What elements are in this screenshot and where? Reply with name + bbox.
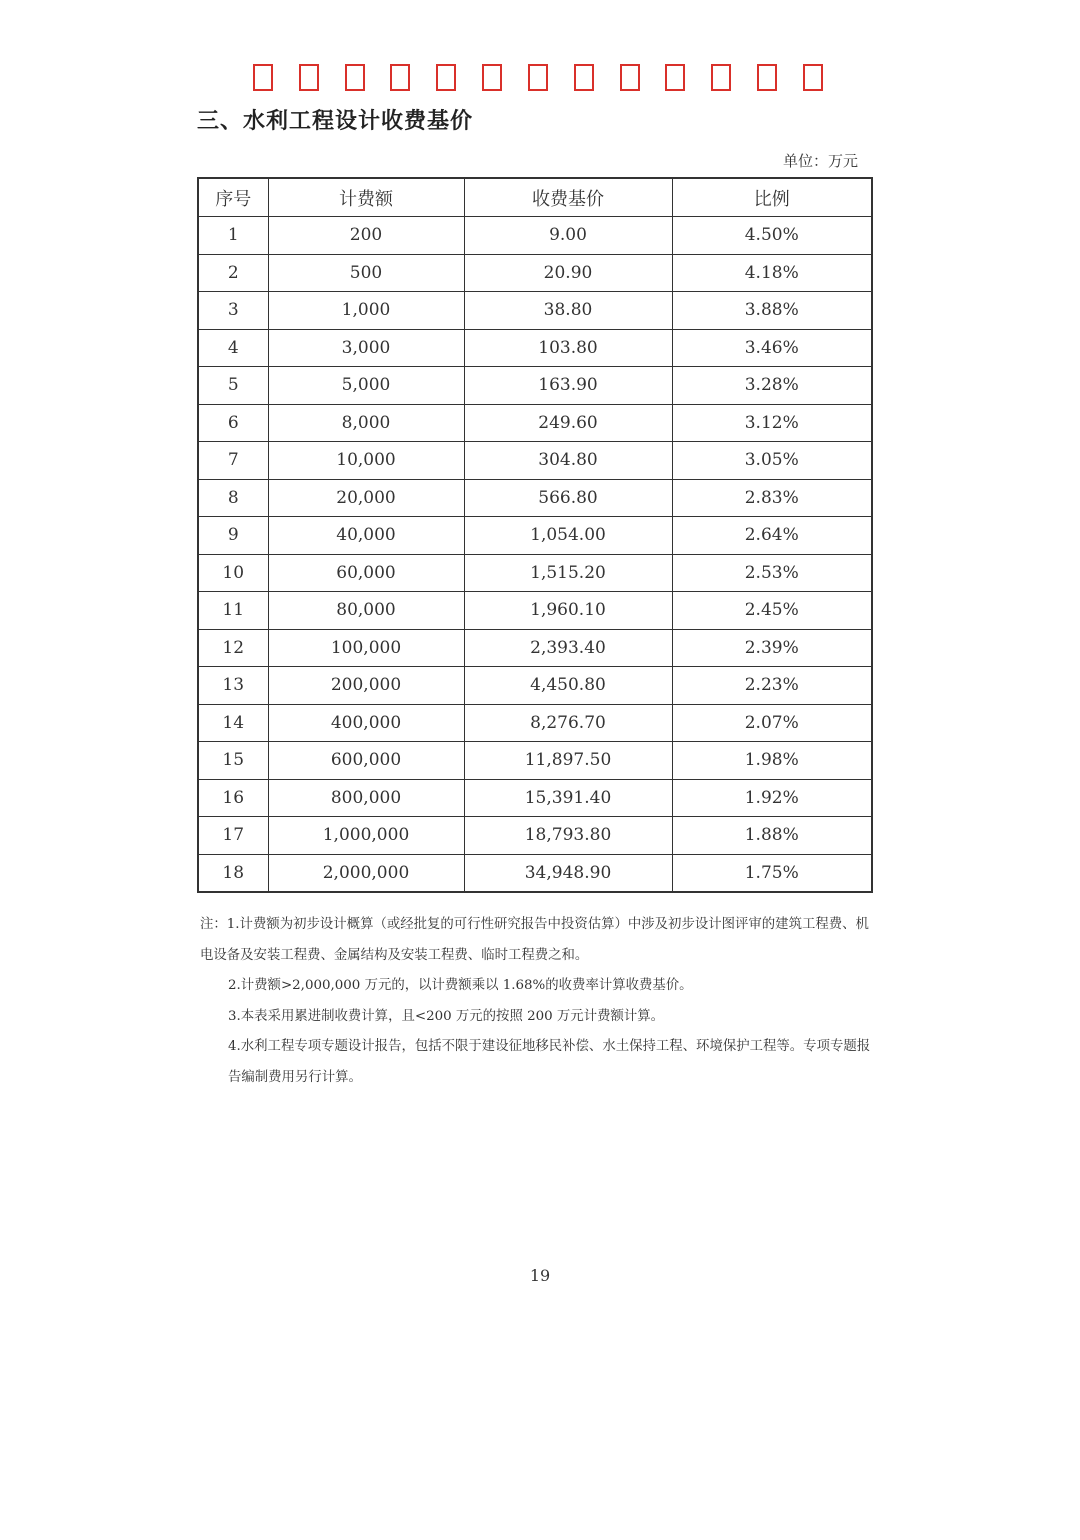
header-seq: 序号 <box>198 178 268 217</box>
cell-base-price: 566.80 <box>464 479 672 517</box>
cell-seq: 10 <box>198 554 268 592</box>
cell-ratio: 2.53% <box>672 554 872 592</box>
cell-base-price: 20.90 <box>464 254 672 292</box>
cell-ratio: 1.92% <box>672 779 872 817</box>
cell-seq: 8 <box>198 479 268 517</box>
note-1: 注：1.计费额为初步设计概算（或经批复的可行性研究报告中投资估算）中涉及初步设计图评审的建筑工程费、机电设备及安装工程费、金属结构及安装工程费、临时工程费之和。 <box>200 917 869 963</box>
cell-base-price: 249.60 <box>464 404 672 442</box>
cell-seq: 3 <box>198 292 268 330</box>
cell-seq: 6 <box>198 404 268 442</box>
cell-seq: 4 <box>198 329 268 367</box>
cell-ratio: 1.98% <box>672 742 872 780</box>
table-row <box>198 479 872 517</box>
cell-ratio: 3.28% <box>672 367 872 405</box>
cell-seq: 17 <box>198 817 268 855</box>
cell-ratio: 3.05% <box>672 442 872 480</box>
cell-fee-amount: 400,000 <box>268 704 464 742</box>
page-number: 19 <box>529 1266 551 1285</box>
table-row <box>198 442 872 480</box>
cell-base-price: 163.90 <box>464 367 672 405</box>
cell-base-price: 34,948.90 <box>464 854 672 892</box>
cell-fee-amount: 500 <box>268 254 464 292</box>
table-row <box>198 254 872 292</box>
table-row <box>198 742 872 780</box>
cell-base-price: 11,897.50 <box>464 742 672 780</box>
table-row <box>198 629 872 667</box>
cell-base-price: 1,515.20 <box>464 554 672 592</box>
cell-fee-amount: 40,000 <box>268 517 464 555</box>
cell-seq: 2 <box>198 254 268 292</box>
unit-label: 单位：万元 <box>782 152 858 170</box>
red-box <box>345 64 365 91</box>
table-body <box>198 217 872 893</box>
cell-ratio: 2.45% <box>672 592 872 630</box>
cell-base-price: 2,393.40 <box>464 629 672 667</box>
cell-fee-amount: 3,000 <box>268 329 464 367</box>
red-box <box>757 64 777 91</box>
cell-base-price: 4,450.80 <box>464 667 672 705</box>
cell-ratio: 2.64% <box>672 517 872 555</box>
header-fee-amount: 计费额 <box>268 178 464 217</box>
cell-seq: 14 <box>198 704 268 742</box>
cell-fee-amount: 1,000,000 <box>268 817 464 855</box>
cell-seq: 9 <box>198 517 268 555</box>
cell-base-price: 18,793.80 <box>464 817 672 855</box>
red-box <box>711 64 731 91</box>
cell-fee-amount: 60,000 <box>268 554 464 592</box>
table-row <box>198 592 872 630</box>
notes <box>200 910 880 1093</box>
cell-ratio: 1.88% <box>672 817 872 855</box>
table-row <box>198 817 872 855</box>
cell-base-price: 9.00 <box>464 217 672 255</box>
cell-seq: 5 <box>198 367 268 405</box>
cell-base-price: 8,276.70 <box>464 704 672 742</box>
cell-seq: 18 <box>198 854 268 892</box>
cell-fee-amount: 100,000 <box>268 629 464 667</box>
cell-fee-amount: 200 <box>268 217 464 255</box>
cell-fee-amount: 600,000 <box>268 742 464 780</box>
table-row <box>198 329 872 367</box>
note-3: 3.本表采用累进制收费计算，且<200 万元的按照 200 万元计费额计算。 <box>228 1008 665 1024</box>
table-row <box>198 292 872 330</box>
cell-base-price: 15,391.40 <box>464 779 672 817</box>
cell-ratio: 3.12% <box>672 404 872 442</box>
cell-fee-amount: 1,000 <box>268 292 464 330</box>
note-4: 4.水利工程专项专题设计报告，包括不限于建设征地移民补偿、水土保持工程、环境保护工程等。专项专题报告编制费用另行计算。 <box>228 1039 871 1085</box>
cell-fee-amount: 200,000 <box>268 667 464 705</box>
cell-fee-amount: 2,000,000 <box>268 854 464 892</box>
cell-base-price: 1,054.00 <box>464 517 672 555</box>
cell-base-price: 1,960.10 <box>464 592 672 630</box>
header-base-price: 收费基价 <box>464 178 672 217</box>
table-row <box>198 667 872 705</box>
table-header-row <box>198 178 872 217</box>
cell-fee-amount: 80,000 <box>268 592 464 630</box>
cell-ratio: 4.18% <box>672 254 872 292</box>
table-row <box>198 404 872 442</box>
red-box <box>665 64 685 91</box>
red-box <box>436 64 456 91</box>
cell-fee-amount: 800,000 <box>268 779 464 817</box>
section-heading: 三、水利工程设计收费基价 <box>197 109 474 134</box>
cell-seq: 1 <box>198 217 268 255</box>
cell-seq: 7 <box>198 442 268 480</box>
cell-seq: 11 <box>198 592 268 630</box>
table-row <box>198 704 872 742</box>
cell-base-price: 304.80 <box>464 442 672 480</box>
red-box <box>620 64 640 91</box>
red-box <box>299 64 319 91</box>
red-box <box>390 64 410 91</box>
cell-base-price: 38.80 <box>464 292 672 330</box>
note-2: 2.计费额>2,000,000 万元的，以计费额乘以 1.68%的收费率计算收费基价。 <box>228 978 693 993</box>
cell-seq: 13 <box>198 667 268 705</box>
table-row <box>198 367 872 405</box>
cell-ratio: 2.07% <box>672 704 872 742</box>
red-box <box>574 64 594 91</box>
cell-seq: 15 <box>198 742 268 780</box>
table-row <box>198 854 872 892</box>
cell-ratio: 2.23% <box>672 667 872 705</box>
cell-fee-amount: 8,000 <box>268 404 464 442</box>
table-row <box>198 779 872 817</box>
table-row <box>198 517 872 555</box>
cell-fee-amount: 20,000 <box>268 479 464 517</box>
fee-table <box>197 177 873 893</box>
cell-base-price: 103.80 <box>464 329 672 367</box>
table-row <box>198 554 872 592</box>
cell-ratio: 2.39% <box>672 629 872 667</box>
red-box <box>482 64 502 91</box>
cell-fee-amount: 10,000 <box>268 442 464 480</box>
red-box-row <box>253 64 823 96</box>
red-box <box>528 64 548 91</box>
red-box <box>803 64 823 91</box>
cell-seq: 12 <box>198 629 268 667</box>
cell-seq: 16 <box>198 779 268 817</box>
red-box <box>253 64 273 91</box>
cell-ratio: 2.83% <box>672 479 872 517</box>
cell-ratio: 3.88% <box>672 292 872 330</box>
cell-ratio: 3.46% <box>672 329 872 367</box>
header-ratio: 比例 <box>672 178 872 217</box>
cell-ratio: 1.75% <box>672 854 872 892</box>
cell-fee-amount: 5,000 <box>268 367 464 405</box>
cell-ratio: 4.50% <box>672 217 872 255</box>
table-row <box>198 217 872 255</box>
